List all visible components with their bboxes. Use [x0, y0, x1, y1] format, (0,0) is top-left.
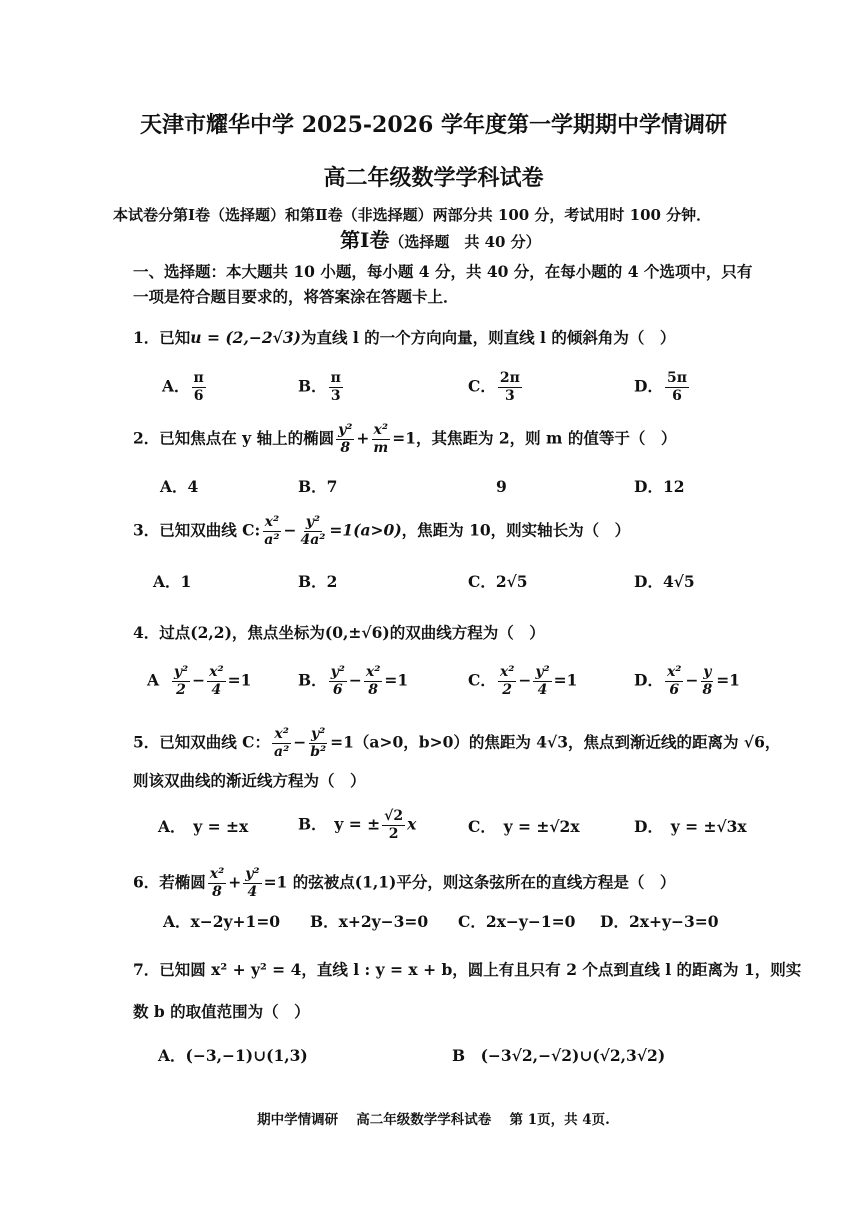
- q2-option-a[interactable]: A．4: [160, 477, 199, 496]
- q1-option-b[interactable]: B． $\frac{\pi}{3}$: [298, 370, 341, 404]
- part-one-line2: 一项是符合题目要求的，将答案涂在答题卡上．: [133, 287, 459, 306]
- q1-suffix: 为直线 l 的一个方向向量，则直线 l 的倾斜角为（ ）: [300, 328, 676, 347]
- question-4-stem: 4．过点(2,2)，焦点坐标为(0,±√6)的双曲线方程为（ ）: [133, 623, 545, 642]
- section-note: （选择题 共 40 分）: [389, 233, 541, 251]
- q4-option-a[interactable]: A $\frac{\text{y²}}{2}$ − $\frac{\text{x²}}{4}$ =1: [147, 664, 252, 698]
- q4-option-c[interactable]: C． $\frac{\text{x²}}{2}$ − $\frac{\text{y²}}{4}$ =1: [468, 664, 578, 698]
- q5-option-c[interactable]: C． y = ±√2x: [468, 817, 580, 836]
- exam-subtitle: 高二年级数学学科试卷: [323, 165, 544, 191]
- question-5-line2: 则该双曲线的渐近线方程为（ ）: [133, 771, 366, 790]
- q2-option-c[interactable]: 9: [496, 477, 507, 496]
- q6-option-a[interactable]: A．x−2y+1=0: [163, 912, 281, 931]
- q1-prefix: 1．已知: [133, 328, 191, 347]
- q1-option-c[interactable]: C． $\frac{2\pi}{3}$: [468, 370, 520, 404]
- question-7-line2: 数 b 的取值范围为（ ）: [133, 1002, 310, 1021]
- question-1-stem: [133, 328, 675, 348]
- q5-option-a[interactable]: A． y = ±x: [158, 817, 249, 836]
- question-2-stem: 2．已知焦点在 y 轴上的椭圆 $\frac{\text{y²}}{8}$ + $\frac{\text{x²}}{m}$ =1，其焦距为 2，则 m 的值等于（ ）: [133, 422, 677, 456]
- q3-option-b[interactable]: B．2: [298, 572, 338, 591]
- exam-title: 天津市耀华中学 2025-2026 学年度第一学期期中学情调研: [140, 112, 727, 138]
- exam-instructions: 本试卷分第Ⅰ卷（选择题）和第Ⅱ卷（非选择题）两部分共 100 分，考试用时 100 分钟．: [113, 206, 712, 224]
- section-heading: [340, 230, 541, 252]
- q5-option-d[interactable]: D． y = ±√3x: [634, 817, 747, 836]
- q4-option-b[interactable]: B． $\frac{\text{y²}}{6}$ − $\frac{\text{x²}}{8}$ =1: [298, 664, 409, 698]
- part-one-line1: 一、选择题：本大题共 10 小题，每小题 4 分，共 40 分，在每小题的 4 个选项中，只有: [133, 262, 753, 281]
- question-6-stem: 6．若椭圆 $\frac{\text{x²}}{8}$ + $\frac{\text{y²}}{4}$ =1 的弦被点(1,1)平分，则这条弦所在的直线方程是（ ）: [133, 866, 676, 900]
- q5-option-b[interactable]: B． y = ± $\frac{√2}{2}$ x: [298, 808, 417, 842]
- q1-option-d[interactable]: D． $\frac{5\pi}{6}$: [634, 370, 687, 404]
- question-5-stem: 5．已知双曲线 C： $\frac{\text{x²}}{\text{a²}}$ − $\frac{\text{y²}}{\text{b²}}$ =1（a>0，b>0）的焦距为 4√3，焦点到渐近线的距离为 √6，: [133, 726, 781, 760]
- q4-option-d[interactable]: D． $\frac{\text{x²}}{6}$ − $\frac{y}{8}$ =1: [634, 664, 740, 698]
- q6-option-c[interactable]: C．2x−y−1=0: [458, 912, 576, 931]
- q7-option-a[interactable]: A．(−3,−1)∪(1,3): [158, 1046, 308, 1065]
- q3-option-c[interactable]: C．2√5: [468, 572, 528, 591]
- page-footer: 期中学情调研 高二年级数学学科试卷 第 1页，共 4页.: [257, 1112, 610, 1128]
- q2-option-d[interactable]: D．12: [634, 477, 685, 496]
- q2-option-b[interactable]: B．7: [298, 477, 338, 496]
- question-3-stem: 3．已知双曲线 C: $\frac{\text{x²}}{\text{a²}}$ − $\frac{\text{y²}}{\text{4a²}}$ =1(a>0)，焦距为 10，则实轴长为（ ）: [133, 514, 631, 548]
- q7-option-b[interactable]: B (−3√2,−√2)∪(√2,3√2): [452, 1046, 666, 1065]
- q6-option-d[interactable]: D．2x+y−3=0: [600, 912, 719, 931]
- question-7-line1: 7．已知圆 x² + y² = 4，直线 l : y = x + b，圆上有且只有 2 个点到直线 l 的距离为 1，则实: [133, 960, 802, 979]
- section-title: 第Ⅰ卷: [340, 228, 390, 252]
- q1-vector: u = (2,−2√3): [190, 328, 301, 347]
- q6-option-b[interactable]: B．x+2y−3=0: [310, 912, 429, 931]
- q1-option-a[interactable]: A． $\frac{\pi}{6}$: [162, 370, 204, 404]
- q3-option-d[interactable]: D．4√5: [634, 572, 695, 591]
- q3-option-a[interactable]: A．1: [153, 572, 192, 591]
